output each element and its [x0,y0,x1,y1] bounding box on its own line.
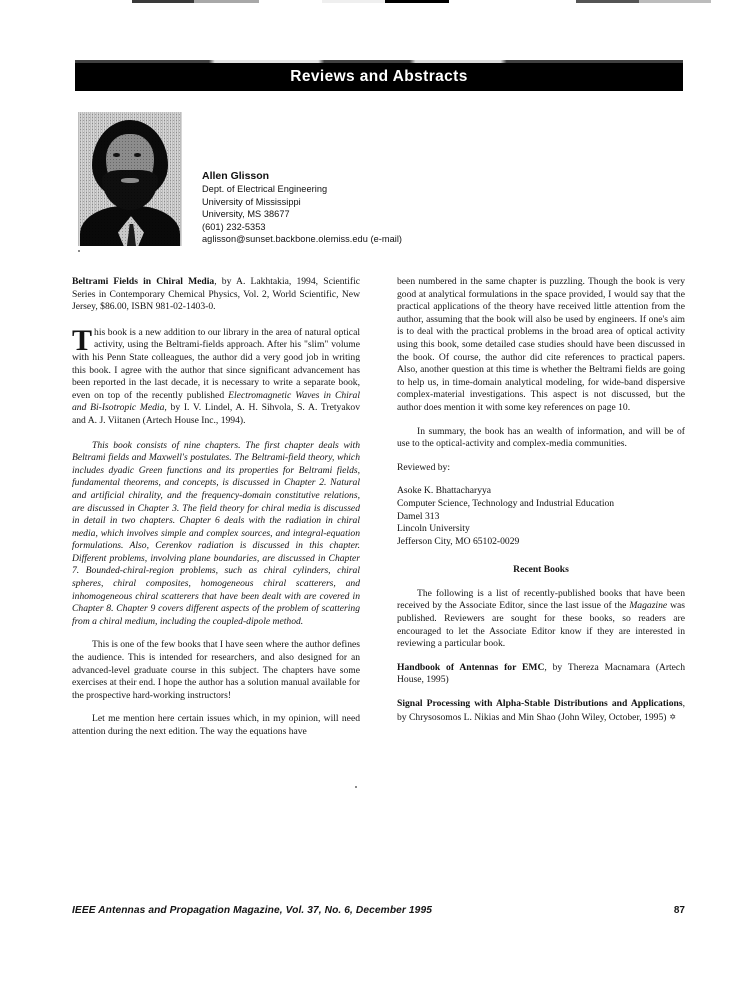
recent-book-entry [397,662,685,687]
scan-artifact-top [639,0,711,3]
scan-artifact-top [385,0,449,3]
portrait-eye-right [134,153,141,157]
reviewer-name: Asoke K. Bhattacharyya [397,485,492,497]
author-university: University of Mississippi [202,196,301,207]
recent-book-details: , by Chrysosomos L. Nikias and Min Shao (John Wiley, October, 1995) [397,698,685,723]
author-name: Allen Glisson [202,170,270,182]
journal-citation: IEEE Antennas and Propagation Magazine, Vol. 37, No. 6, December 1995 [72,905,432,916]
page-number: 87 [673,905,685,916]
review-paragraph-3: This is one of the few books that I have seen where the author defines the audience. This is intended for researchers, and also designed for an advanced-level graduate course in this subject. The chapters have some exercises at their end. I hope the author has a solution manual available for the prospective hard-working instructors! [72,639,361,701]
review-paragraph-1-text-b: , by I. V. Lindel, A. H. Sihvola, S. A. Tretyakov and A. J. Viitanen (Artech House Inc., 1994). [72,402,360,426]
left-column [72,276,360,750]
portrait-eye-left [113,153,120,157]
author-email: aglisson@sunset.backbone.olemiss.edu (e-mail) [202,234,403,245]
reviewer-department: Computer Science, Technology and Industrial Education [397,497,615,509]
magazine-word: Magazine [629,600,668,612]
recent-book-title: Signal Processing with Alpha-Stable Distributions and Applications [397,698,683,710]
reviewer-institution: Lincoln University [397,523,470,535]
author-address: University, MS 38677 [202,209,290,220]
recent-books-heading: Recent Books [513,564,569,576]
recent-books-intro-b: was published. Reviewers are sought for these books, so readers are encouraged to let the Associate Editor know if they are interested in reviewing a particular book. [397,600,685,650]
recent-books-intro [397,588,685,651]
end-mark-icon: ✡ [669,712,677,722]
drop-cap-letter: T [72,323,93,357]
review-paragraph-4: Let me mention here certain issues which, in my opinion, will need attention during the next edition. The way the equations have [72,713,360,737]
review-paragraph-2: This book consists of nine chapters. The first chapter deals with Beltrami fields and Maxwell's postulates. The Beltrami-field theory, which includes dyadic Green functions and its properties for Beltrami fields, fundamental theorems, and concepts, is discussed in Chapter 2. Natural and artificial chirality, and the frequency-domain constitutive relations, are discussed in Chapter 3. The field theory for chiral media is discussed in detail in two chapters. Chapter 6 deals with the radiation in chiral media, which involves simple and complex sources, and integral-equation formulations. Also, Cerenkov radiation is discussed in this chapter. Different problems, involving plane boundaries, are discussed in Chapter 7. Bounded-chiral-region problems, such as chiral cylinders, chiral spheres, chiral composites, homogeneous chiral scatterers, and inhomogeneous chiral scatterers that have been dealt with are covered in Chapter 8. Chapter 9 covers different aspects of the problem of scattering from a chiral medium, including the coupled-dipole method. [72,439,360,627]
author-block [78,112,498,246]
book-citation [72,276,360,314]
book-citation-title: Beltrami Fields in Chiral Media [72,276,215,287]
scan-artifact-top [132,0,194,3]
scan-speck [78,250,80,252]
review-paragraph-5: been numbered in the same chapter is puzzling. Though the book is very good at analytical formulations in the space provided, I would say that the practical applications of the theory have received little attention from the author, assuming that the book will also be used by engineers. If one's aim is to deal with the practical problems in the broad area of optical activity using this book, some detailed case studies should have been discussed in the book. Of course, the author did cite references to practical papers. Also, another question at this time is whether the Beltrami fields are going to help us, in time-domain analytical modeling, for wide-band dispersive complex-material investigations. This aspect is not discussed, but the author does mention it with some key references on page 10. [397,276,685,413]
reviewer-details [397,485,685,548]
page-footer [72,905,685,916]
scan-artifact-top [576,0,639,3]
page-header-banner [75,63,683,91]
author-contact-info [202,112,402,246]
referenced-book-title: Electromagnetic Waves in Chiral and Bi-Isotropic Media [72,389,360,414]
article-body [72,276,685,836]
recent-books-intro-a: The following is a list of recently-published books that have been received by the Associate Editor, since the last issue of the [397,587,685,612]
review-summary-paragraph: In summary, the book has an wealth of information, and will be of use to the optical-activity and complex-media communities. [397,425,685,450]
reviewer-city-state-zip: Jefferson City, MO 65102-0029 [397,535,520,547]
book-citation-details: , by A. Lakhtakia, 1994, Scientific Series in Contemporary Chemical Physics, Vol. 2, World Scientific, New Jersey, $86.00, ISBN 981-02-1403-0. [72,276,360,313]
author-portrait-photo [78,112,182,246]
recent-book-entry [397,698,685,724]
scan-artifact-top [322,0,385,3]
portrait-mouth [121,178,139,183]
author-phone: (601) 232-5353 [202,221,266,232]
reviewed-by-label: Reviewed by: [397,461,451,473]
right-column [397,276,685,735]
author-department: Dept. of Electrical Engineering [202,184,328,194]
recent-book-title: Handbook of Antennas for EMC [397,661,545,673]
recent-book-details: , by Thereza Macnamara (Artech House, 1995) [397,661,685,686]
page-title: Reviews and Abstracts [290,68,468,85]
review-paragraph-1 [72,323,360,428]
reviewer-room: Damel 313 [397,510,440,522]
scan-artifact-top [194,0,259,3]
review-paragraph-1-text-a: his book is a new addition to our library in the area of natural optical activity, using the Beltrami-fields approach. After his "slim" volume with his Penn State colleagues, the author did a very good job in writing this book. I agree with the author that since significant advancement has been reported in the last decade, it is necessary to write a separate book, even on top of the recently published [72,326,360,401]
